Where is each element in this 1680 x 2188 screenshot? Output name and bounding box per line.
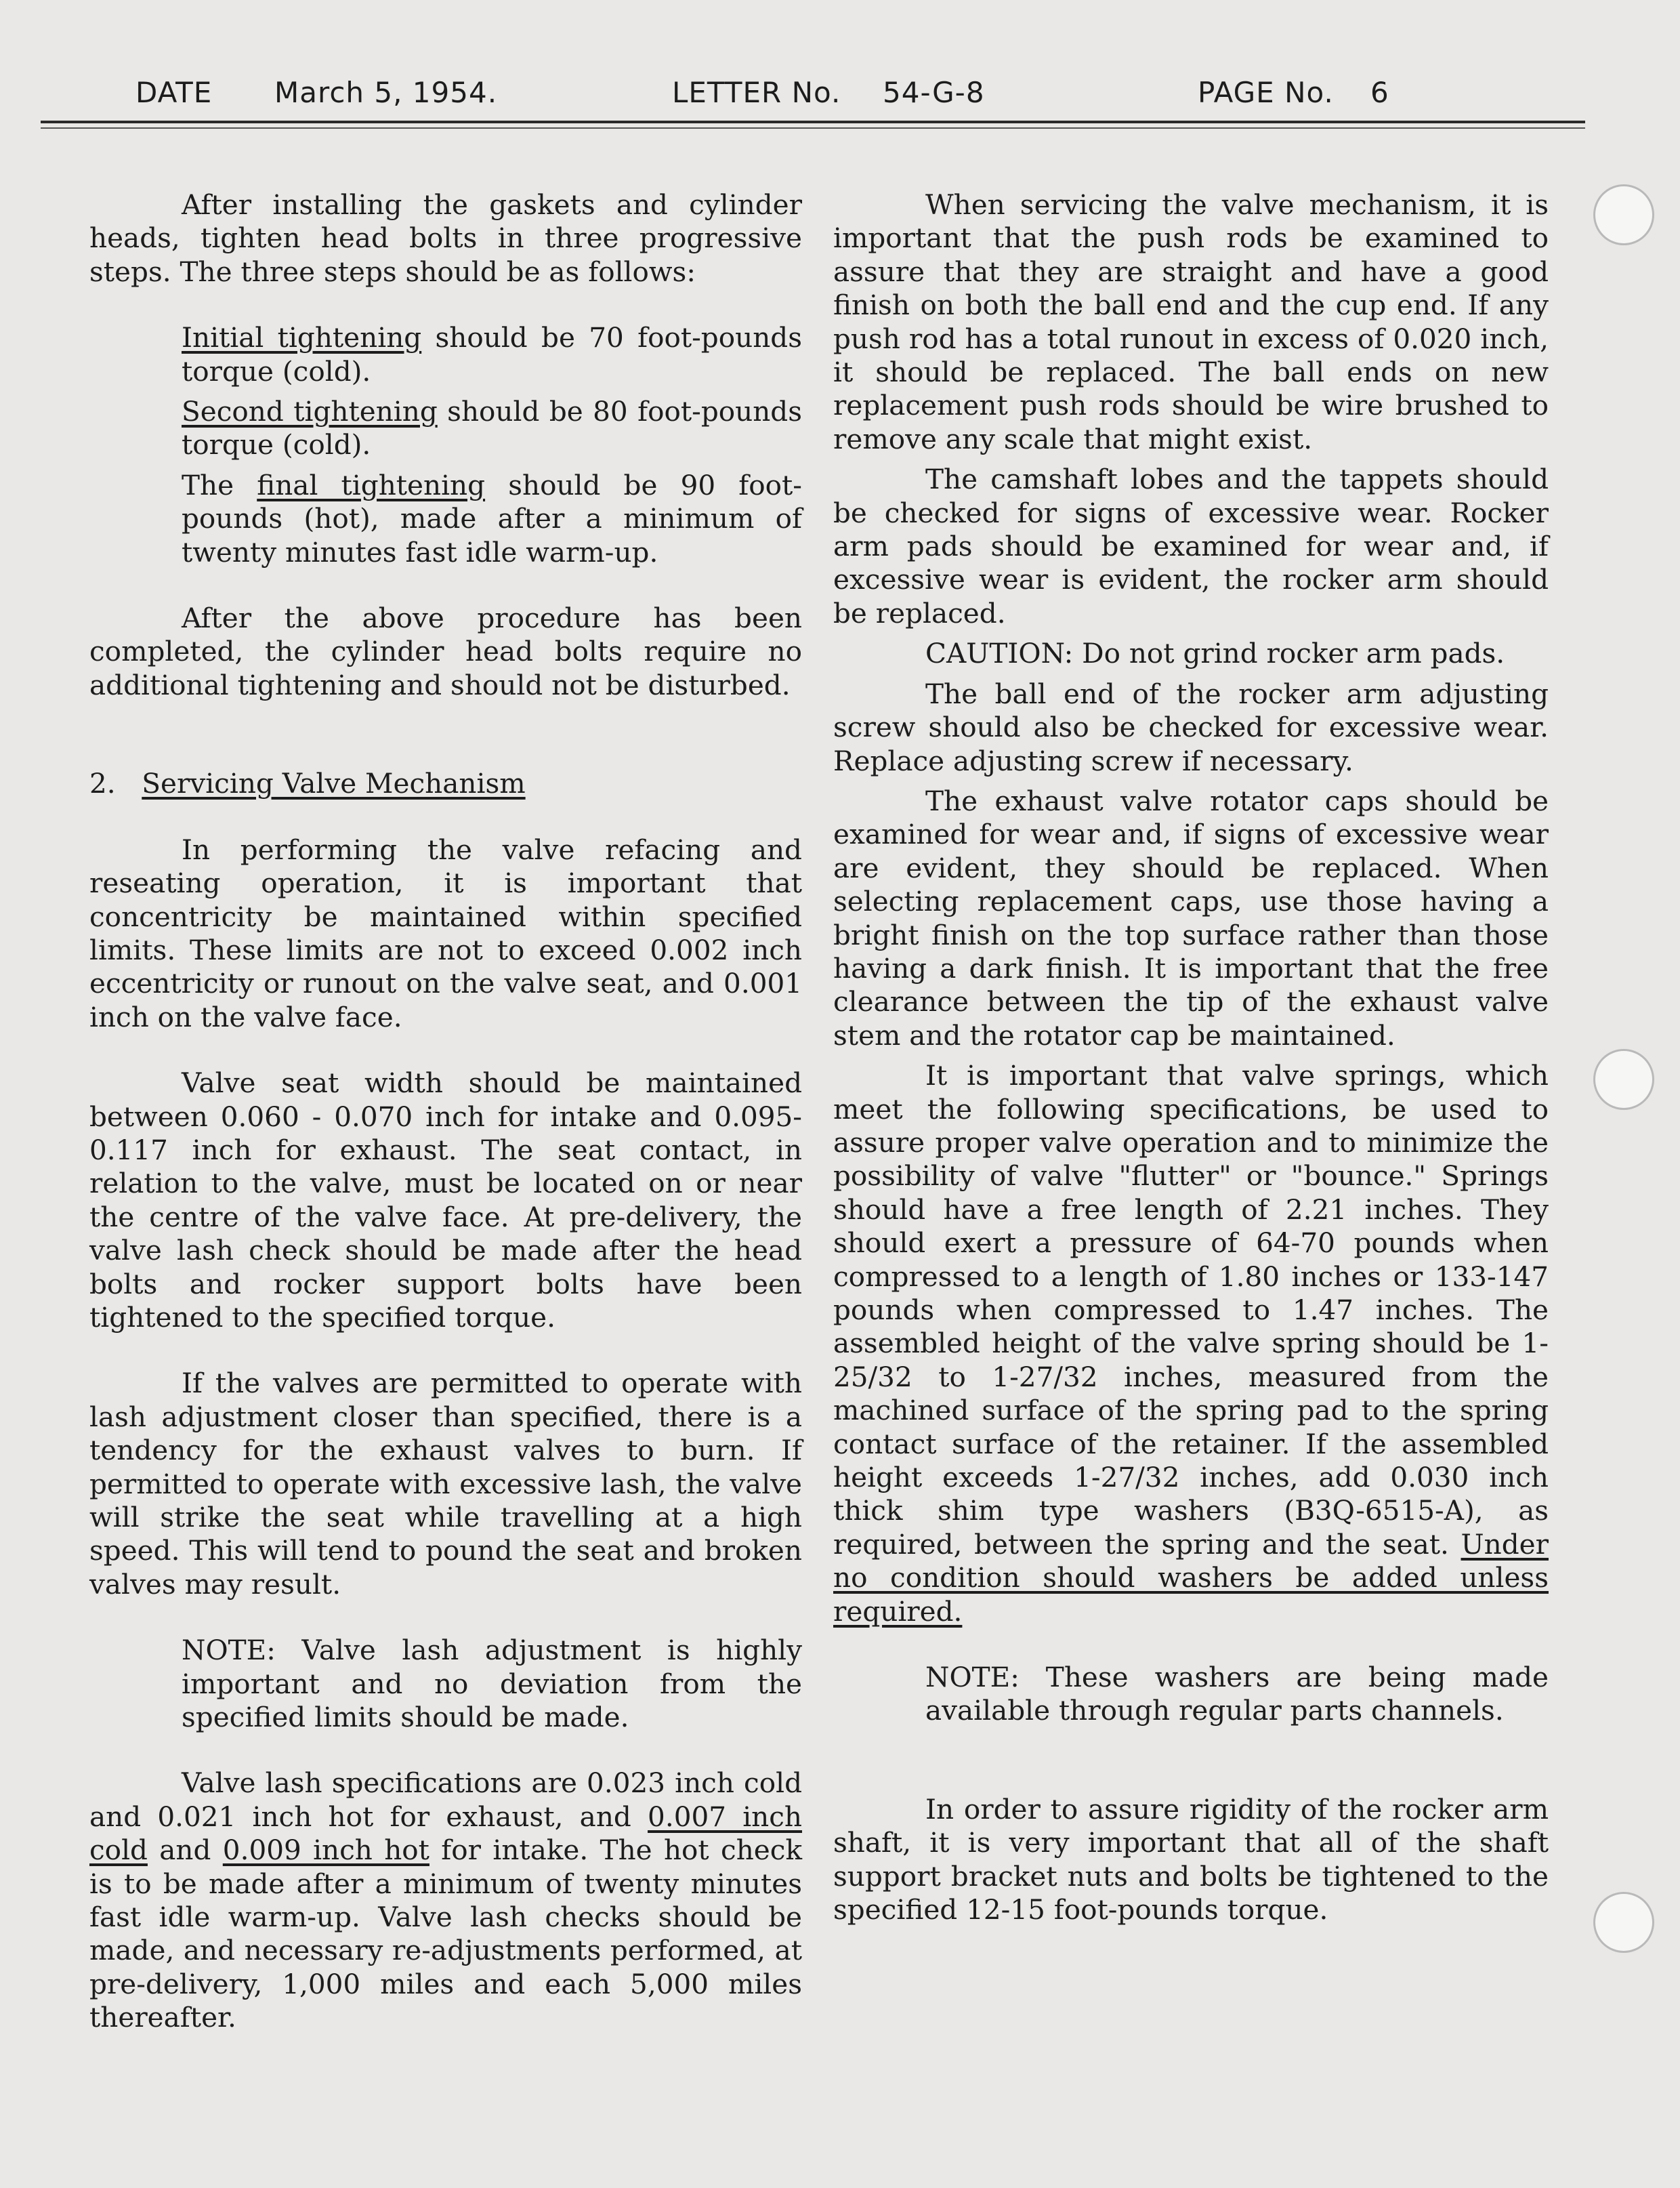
paragraph: After the above procedure has been completed, the cylinder head bolts require no additional tightening and should not be disturbed. [89,602,802,701]
right-column [833,188,1549,1927]
note: NOTE: These washers are being made available through regular parts channels. [925,1661,1549,1727]
letterhead [135,76,1558,123]
page-label: PAGE No. [1198,76,1334,109]
left-column [89,188,802,2035]
underlined-term: Under no condition should washers be added unless required. [833,1527,1549,1628]
section-title: Servicing Valve Mechanism [142,767,526,800]
paragraph: When servicing the valve mechanism, it is important that the push rods be examined to assure that they are straight and have a good finish on both the ball end and the cup end. If any push rod has a total runout in excess of 0.020 inch, it should be replaced. The ball ends on new replacement push rods should be wire brushed to remove any scale that might exist. [833,188,1549,455]
header-rule [41,121,1585,123]
note: NOTE: Valve lash adjustment is highly important and no deviation from the specified limits should be made. [182,1634,802,1734]
step-second: Second tightening should be 80 foot-pounds torque (cold). [182,395,802,461]
paragraph: It is important that valve springs, which meet the following specifications, be used to assure proper valve operation and to minimize the possibility of valve "flutter" or "bounce." Springs should have a free length of 2.21 inches. They should exert a pressure of 64-70 pounds when compressed to a length of 1.80 inches or 133-147 pounds when compressed to 1.47 inches. The assembled height of the valve spring should be 1-25/32 to 1-27/32 inches, measured from the machined surface of the spring pad to the spring contact surface of the retainer. If the assembled height exceeds 1-27/32 inches, add 0.030 inch thick shim type washers (B3Q-6515-A), as required, between the spring and the seat. Under no condition should washers be added unless required. [833,1059,1549,1628]
paragraph: In performing the valve refacing and reseating operation, it is important that concentricity be maintained within specified limits. These limits are not to exceed 0.002 inch eccentricity or runout on the valve seat, and 0.001 inch on the valve face. [89,833,802,1033]
section-heading: 2. Servicing Valve Mechanism [89,767,526,800]
paragraph: Valve seat width should be maintained between 0.060 - 0.070 inch for intake and 0.095-0.117 inch for exhaust. The seat contact, in relation to the valve, must be located on or near the centre of the valve face. At pre-delivery, the valve lash check should be made after the head bolts and rocker support bolts have been tightened to the specified torque. [89,1067,802,1334]
paragraph: If the valves are permitted to operate with lash adjustment closer than specified, there is a tendency for the exhaust valves to burn. If permitted to operate with excessive lash, the valve will strike the seat while travelling at a high speed. This will tend to pound the seat and broken valves may result. [89,1367,802,1601]
paragraph: After installing the gaskets and cylinder heads, tighten head bolts in three progressive steps. The three steps should be as follows: [89,188,802,288]
paragraph: In order to assure rigidity of the rocker arm shaft, it is very important that all of the shaft support bracket nuts and bolts be tightened to the specified 12-15 foot-pounds torque. [833,1792,1549,1926]
letter-label: LETTER No. [672,76,841,109]
letter-value: 54-G-8 [883,76,985,109]
underlined-term: 0.009 inch hot [222,1834,429,1867]
binder-hole [1593,1892,1654,1953]
paragraph: The exhaust valve rotator caps should be examined for wear and, if signs of excessive wear are evident, they should be replaced. When selecting replacement caps, use those having a bright finish on the top surface rather than those having a dark finish. It is important that the free clearance between the tip of the exhaust valve stem and the rotator cap be maintained. [833,784,1549,1052]
underlined-term: Initial tightening [182,321,422,354]
underlined-term: final tightening [257,468,486,501]
underlined-term: Second tightening [182,395,438,428]
paragraph: The camshaft lobes and the tappets should be checked for signs of excessive wear. Rocker arm pads should be examined for wear and, if excessive wear is evident, the rocker arm should be replaced. [833,463,1549,629]
paragraph: The ball end of the rocker arm adjusting screw should also be checked for excessive wear. Replace adjusting screw if necessary. [833,677,1549,777]
date-value: March 5, 1954. [274,76,498,109]
date-label: DATE [135,76,213,109]
underlined-term: 0.007 inch cold [89,1800,803,1867]
step-initial: Initial tightening should be 70 foot-pounds torque (cold). [182,321,802,388]
page-number: 6 [1370,76,1389,109]
paragraph: Valve lash specifications are 0.023 inch cold and 0.021 inch hot for exhaust, and 0.007 inch cold and 0.009 inch hot for intake. The hot check is to be made after a minimum of twenty minutes fast idle warm-up. Valve lash checks should be made, and necessary re-adjustments performed, at pre-delivery, 1,000 miles and each 5,000 miles thereafter. [89,1767,803,2034]
caution: CAUTION: Do not grind rocker arm pads. [925,637,1505,670]
binder-hole [1593,1049,1654,1110]
header-rule-thin [41,127,1585,129]
step-final: The final tightening should be 90 foot-pounds (hot), made after a minimum of twenty minutes fast idle warm-up. [182,468,802,569]
binder-hole [1593,184,1654,245]
